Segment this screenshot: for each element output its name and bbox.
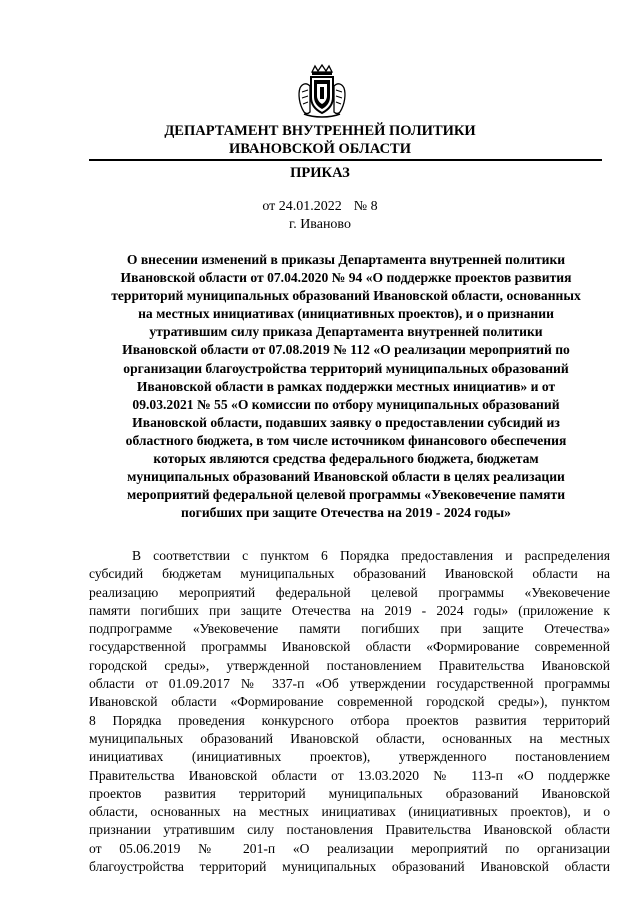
subject-line: 09.03.2021 № 55 «О комиссии по отбору муниципальных образований <box>132 396 560 412</box>
body-line: государственной программы Ивановской области «Формирование современной <box>89 639 610 655</box>
body-line: благоустройства территорий муниципальных образований Ивановской области <box>89 859 610 875</box>
document-date: от 24.01.2022 <box>262 199 342 214</box>
department-name-line2: ИВАНОВСКОЙ ОБЛАСТИ <box>228 141 412 157</box>
coat-of-arms-icon <box>296 64 348 120</box>
subject-line: на местных инициативах (инициативных проектов), и о признании <box>138 306 554 322</box>
subject-line: Ивановской области от 07.08.2019 № 112 «О реализации мероприятий по <box>122 342 570 358</box>
body-line: области, основанных на местных инициативах (инициативных проектов), и о <box>89 804 610 820</box>
subject-line: Ивановской области в рамках поддержки местных инициатив» и от <box>136 378 556 394</box>
subject-line: погибших при защите Отечества на 2019 - 2024 годы» <box>181 505 511 521</box>
subject-line: областного бюджета, в том числе источником финансового обеспечения <box>125 432 567 448</box>
body-line: муниципальных образований Ивановской области, основанных на местных <box>89 730 610 746</box>
subject-line: утратившим силу приказа Департамента внутренней политики <box>149 324 543 340</box>
document-type: ПРИКАЗ <box>290 165 350 181</box>
body-line: инициативах (инициативных проектов), утвержденного постановлением <box>89 749 610 765</box>
body-line: признании утратившим силу постановления Правительства Ивановской области <box>89 822 610 838</box>
department-name <box>60 122 580 158</box>
subject-line: мероприятий федеральной целевой программы «Увековечение памяти <box>126 487 566 503</box>
document-meta <box>60 198 580 234</box>
body-line: памяти погибших при защите Отечества на 2019 - 2024 годы» (приложение к <box>89 602 610 618</box>
body-line: подпрограмме «Увековечение памяти погибших при защите Отечества» <box>89 621 610 637</box>
subject-line: муниципальных образований Ивановской области в целях реализации <box>127 469 565 485</box>
body-line: области от 01.09.2017 № 337-п «Об утверждении государственной программы <box>89 676 610 692</box>
document-subject <box>92 251 600 522</box>
subject-line: Ивановской области от 07.04.2020 № 94 «О поддержке проектов развития <box>120 270 572 286</box>
document-body <box>89 547 610 876</box>
body-line: 8 Порядка проведения конкурсного отбора проектов развития территорий <box>89 712 610 728</box>
subject-line: которых являются средства федерального бюджета, бюджетам <box>153 451 539 467</box>
body-line: Ивановской области «Формирование современной городской среды»), пунктом <box>89 694 610 710</box>
body-line: субсидий бюджетам муниципальных образований Ивановской области на <box>89 566 610 582</box>
subject-line: О внесении изменений в приказы Департамента внутренней политики <box>126 252 566 267</box>
document-city: г. Иваново <box>289 217 351 232</box>
body-line: проектов развития территорий муниципальных образований Ивановской <box>89 785 610 801</box>
subject-line: Ивановской области, подавших заявку о предоставлении субсидий из <box>132 414 560 430</box>
body-line: от 05.06.2019 № 201-п «О реализации мероприятий по организации <box>89 840 610 856</box>
document-number: № 8 <box>353 199 378 214</box>
body-line: Правительства Ивановской области от 13.03.2020 № 113-п «О поддержке <box>89 767 610 783</box>
body-line: В соответствии с пунктом 6 Порядка предоставления и распределения <box>132 548 610 563</box>
subject-line: территорий муниципальных образований Ивановской области, основанных <box>111 288 581 304</box>
body-line: реализацию мероприятий федеральной целевой программы «Увековечение <box>89 584 610 600</box>
header-divider <box>89 159 602 161</box>
body-line: городской среды», утвержденной постановлением Правительства Ивановской <box>89 657 610 673</box>
subject-line: организации благоустройства территорий муниципальных образований <box>123 360 569 376</box>
department-name-line1: ДЕПАРТАМЕНТ ВНУТРЕННЕЙ ПОЛИТИКИ <box>164 123 476 139</box>
